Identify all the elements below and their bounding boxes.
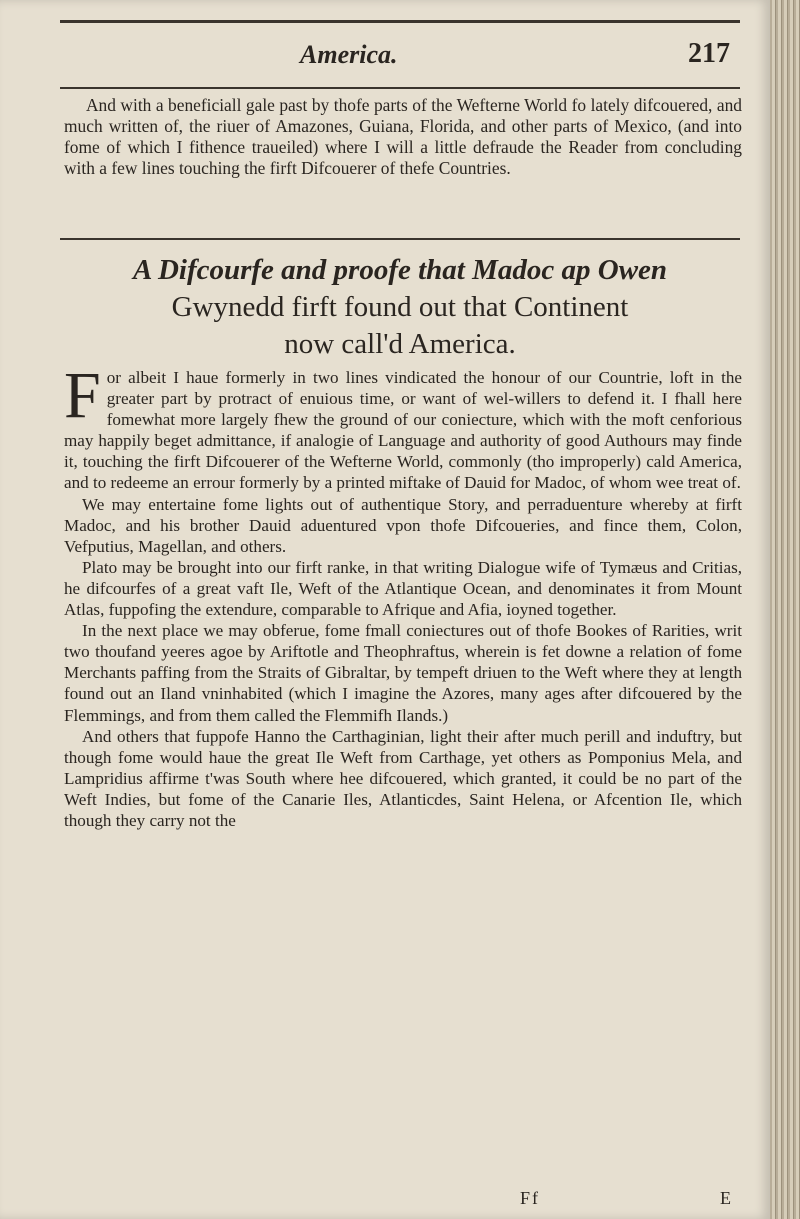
paragraph-4: In the next place we may obferue, fome fmall coniectures out of thofe Bookes of Rarities, writ two thoufand yeeres agoe by Ariftotle and Theophraftus, wherein is fet downe a relation of fome Merchants paffing from the Straits of Gibraltar, by tempeft driuen to the Weft where they at length found out an Iland vninhabited (which I imagine the Azores, many ages after difcouered by the Flemmings, and from them called the Flemmifh Ilands.) [64,621,742,725]
catchword: E [720,1188,731,1208]
paragraph-1 [64,359,742,494]
paragraph-2: We may entertaine fome lights out of authentique Story, and perraduenture whereby at firft Madoc, and his brother Dauid aduentured vpon thofe Difcoueries, and fince them, Colon, Vefputius, Magellan, and others. [64,494,742,556]
section-divider [60,238,740,240]
header-rule [60,87,740,89]
paragraph-1-text: or albeit I haue formerly in two lines vindicated the honour of our Countrie, loft in the greater part by protract of enuious time, or want of wel-willers to defend it. I fhall here fomewhat more largely fhew the ground of our coniecture, which with the moft cenforious may happily beget admittance, if analogie of Language and authority of good Authours may finde it, touching the firft Difcouerer of the Wefterne World, commonly (tho improperly) cald America, and to redeeme an errour formerly by a printed miftake of Dauid for Madoc, of whom wee treat of. [64,368,742,493]
book-binding-edge [770,0,800,1219]
heading-line-3: now call'd America. [284,328,516,360]
page-header [60,22,740,72]
lead-paragraph: And with a beneficiall gale past by thofe parts of the Wefterne World fo lately difcouered, and much written of, the riuer of Amazones, Guiana, Florida, and other parts of Mexico, (and into fome of which I fithence traueiled) where I will a little defraude the Reader from concluding with a few lines touching the firft Difcouerer of thefe Countries. [64,95,742,178]
heading-line-1: A Difcourfe and proofe that Madoc ap Owen [132,254,668,286]
signature-mark: Ff [520,1188,541,1208]
heading-line-2: Gwynedd firft found out that Continent [171,291,629,323]
running-head: America. [300,40,398,69]
page-number: 217 [688,38,730,69]
paragraph-3: Plato may be brought into our firft ranke, in that writing Dialogue wife of Tymæus and Critias, he difcourfes of a great vaft Ile, Weft of the Atlantique Ocean, and denominates it from Mount Atlas, fuppofing the extendure, comparable to Afrique and Afia, ioyned together. [64,557,742,620]
paragraph-5: And others that fuppofe Hanno the Carthaginian, light their after much perill and induftry, but though fome would haue the great Ile Weft from Carthage, yet others as Pomponius Mela, and Lampridius affirme t'was South where hee difcouered, which granted, it could be no part of the Weft Indies, but fome of the Canarie Iles, Atlanticdes, Saint Helena, or Afcention Ile, which though they carry not the [64,726,742,830]
section-heading [60,252,740,363]
body-text [64,359,742,831]
drop-cap: F [64,359,101,432]
